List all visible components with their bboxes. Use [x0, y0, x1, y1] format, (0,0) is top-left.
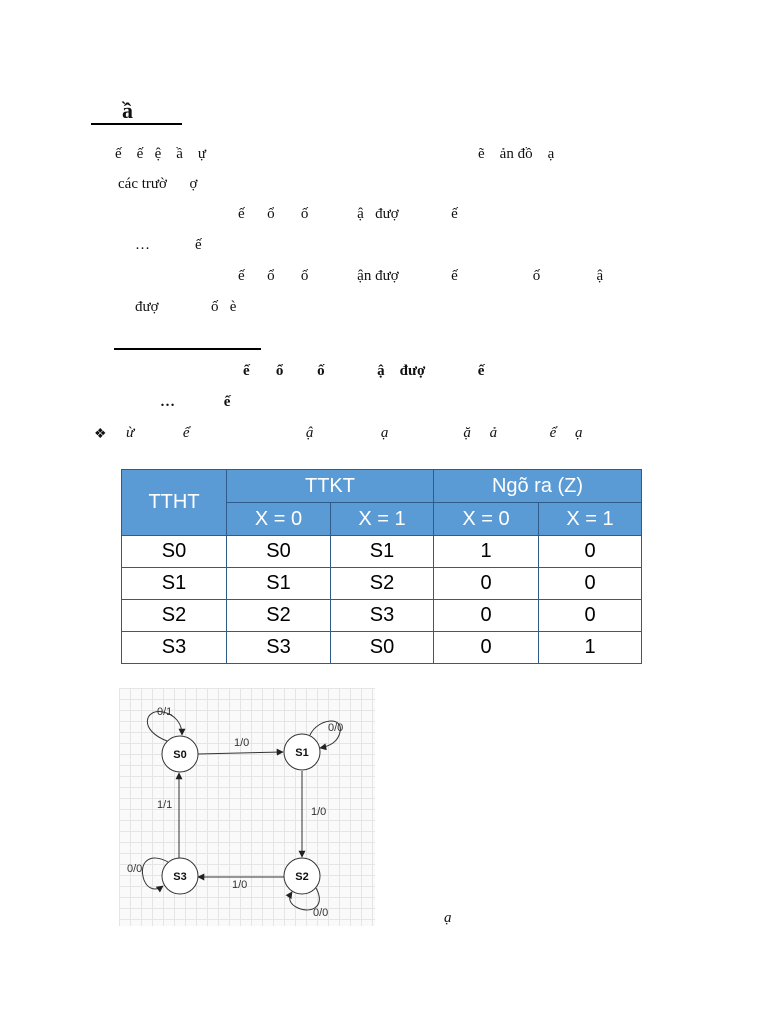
state-label-s0: S0	[173, 749, 187, 761]
header-x0-out: X = 0	[434, 503, 539, 536]
header-x0-next: X = 0	[227, 503, 331, 536]
edge-label-s0-s1: 1/0	[234, 737, 250, 749]
header-next-state: TTKT	[227, 470, 434, 503]
table-cell: 0	[434, 632, 539, 664]
bullet-text: ừ ể ậ ạ ặ ả ể ạ	[126, 425, 583, 441]
edge-label-s2-s3: 1/0	[232, 879, 248, 891]
edge-label-s1-s2: 1/0	[311, 806, 327, 818]
edge-label-s1-self: 0/0	[328, 722, 344, 734]
table-cell: 0	[539, 536, 642, 568]
paragraph-line-1b: ẽ ản đồ ạ	[478, 146, 555, 162]
state-label-s3: S3	[173, 871, 187, 883]
table-cell: S2	[227, 600, 331, 632]
table-cell: S3	[122, 632, 227, 664]
paragraph-line-2: các trườ ợ	[118, 176, 198, 192]
state-label-s2: S2	[295, 871, 309, 883]
edge-label-s3-s0: 1/1	[157, 799, 173, 811]
edge-label-s3-self: 0/0	[127, 863, 143, 875]
edge-s0-s1	[198, 752, 283, 754]
paragraph-line-1: ế ế ệ ầ ự	[115, 146, 207, 162]
table-cell: 0	[539, 600, 642, 632]
table-cell: S0	[227, 536, 331, 568]
table-cell: S2	[122, 600, 227, 632]
header-x1-out: X = 1	[539, 503, 642, 536]
table-cell: S3	[227, 632, 331, 664]
figure-caption: ạ	[444, 910, 452, 926]
table-cell: 0	[539, 568, 642, 600]
table-cell: S1	[122, 568, 227, 600]
header-current-state: TTHT	[122, 470, 227, 536]
table-cell: S3	[331, 600, 434, 632]
paragraph-line-8: … ế	[160, 394, 231, 410]
edge-label-s0-self: 0/1	[157, 706, 173, 718]
table-cell: S0	[122, 536, 227, 568]
table-cell: 0	[434, 568, 539, 600]
edge-label-s2-self: 0/0	[313, 907, 329, 919]
paragraph-line-6: đượ ố è	[135, 299, 237, 315]
bullet-icon: ❖	[94, 427, 107, 442]
paragraph-line-4: … ế	[135, 237, 202, 253]
section-heading: ầ	[122, 98, 133, 123]
table-cell: 1	[539, 632, 642, 664]
table-cell: S1	[331, 536, 434, 568]
paragraph-line-5: ế ổ ố ận đượ ế ố ậ	[238, 268, 604, 284]
paragraph-line-7: ế ổ ố ậ đượ ế	[243, 363, 485, 379]
table-cell: S2	[331, 568, 434, 600]
table-cell: 0	[434, 600, 539, 632]
header-output: Ngõ ra (Z)	[434, 470, 642, 503]
state-label-s1: S1	[295, 747, 309, 759]
paragraph-line-3: ế ổ ố ậ đượ ế	[238, 206, 458, 222]
table-cell: S0	[331, 632, 434, 664]
table-cell: 1	[434, 536, 539, 568]
table-cell: S1	[227, 568, 331, 600]
header-x1-next: X = 1	[331, 503, 434, 536]
